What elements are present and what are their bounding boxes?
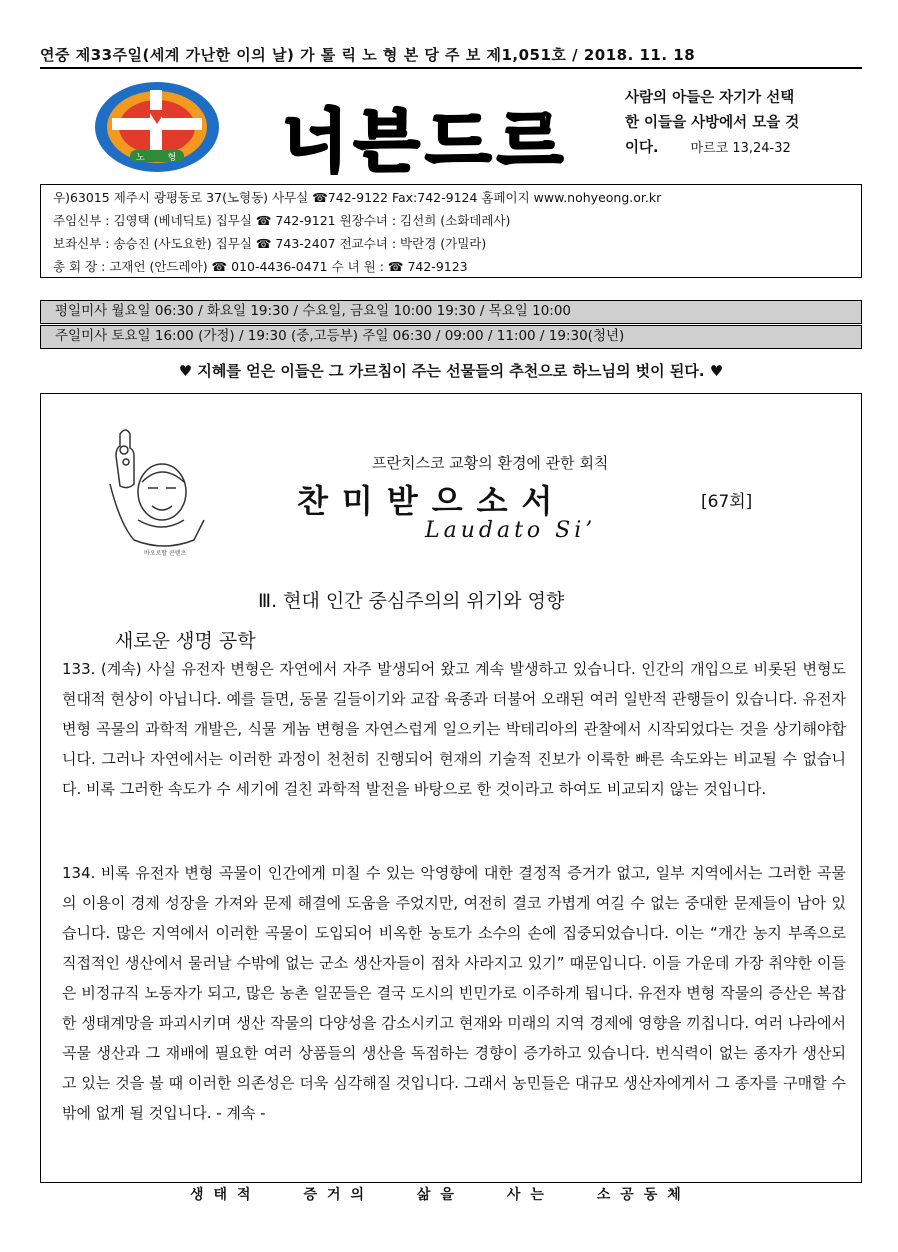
logo-text: 노 형: [136, 153, 187, 163]
article-part: [67회]: [701, 492, 753, 512]
footer-slogan: 생태적 증거의 삶을 사는 소공동체: [190, 1187, 691, 1203]
header-rule: [40, 67, 862, 69]
masthead-title: 너븐드르: [282, 103, 569, 182]
article-subtitle: 프란치스코 교황의 환경에 관한 회칙: [372, 454, 609, 472]
info-row-pastor: 주임신부 : 김영택 (베네딕토) 집무실 ☎ 742-9121 원장수녀 : 김선희 (소화데레사): [53, 213, 511, 228]
motto-line: ♥ 지혜를 얻은 이들은 그 가르침이 주는 선물들의 추천으로 하느님의 벗이 된다. ♥: [178, 362, 724, 380]
parish-logo: [92, 80, 222, 174]
info-row-address: 우)63015 제주시 광평동로 37(노형동) 사무실 ☎742-9122 Fax:742-9124 홈페이지 www.nohyeong.or.kr: [53, 190, 662, 205]
quote-line-3: 이다. 마르코 13,24-32: [625, 140, 791, 156]
quote-reference: 마르코 13,24-32: [690, 141, 791, 156]
weekday-mass-times: 평일미사 월요일 06:30 / 화요일 19:30 / 수요일, 금요일 10:00 19:30 / 목요일 10:00: [40, 300, 862, 324]
paragraph-134: 134. 비록 유전자 변형 곡물이 인간에게 미칠 수 있는 악영향에 대한 결정적 증거가 없고, 일부 지역에서는 그러한 곡물의 이용이 경제 성장을 가져와 문제 해결에 도움을 주었지만, 여전히 결코 가볍게 여길 수 없는 중대한 문제들이 남아 있습니다. 많은 지역에서 이러한 곡물이 도입되어 비옥한 농토가 소수의 손에 집중되었습니다. 이는 “개간 농지 부족으로 직접적인 생산에서 물러날 수밖에 없는 군소 생산자들이 점차 사라지고 있기” 때문입니다. 이들 가운데 가장 취약한 이들은 비정규직 노동자가 되고, 많은 농촌 일꾼들은 결국 도시의 빈민가로 이주하게 됩니다. 유전자 변형 작물의 증산은 복잡한 생태계망을 파괴시키며 생산 작물의 다양성을 감소시키고 현재와 미래의 지역 경제에 영향을 끼칩니다. 여러 나라에서 곡물 생산과 그 재배에 필요한 여러 상품들의 생산을 독점하는 경향이 증가하고 있습니다. 번식력이 없는 종자가 생산되고 있는 것을 볼 때 이러한 의존성은 더욱 심각해질 것입니다. 그래서 농민들은 대규모 생산자에게서 그 종자를 구매할 수밖에 없게 될 것입니다. - 계속 -: [62, 864, 846, 1122]
latin-title: Laudato Si’: [425, 518, 597, 543]
image-caption: 바오로딸 콘텐츠: [144, 550, 187, 557]
quote-line-1: 사람의 아들은 자기가 선택: [625, 90, 795, 106]
issue-line: 연중 제33주일(세계 가난한 이의 날) 가 톨 릭 노 형 본 당 주 보 제1,051호 / 2018. 11. 18: [40, 46, 696, 64]
article-title: 찬미받으소서: [297, 482, 567, 520]
parish-info-box: [40, 184, 862, 278]
sunday-mass-times: 주일미사 토요일 16:00 (가정) / 19:30 (중,고등부) 주일 06:30 / 09:00 / 11:00 / 19:30(청년): [40, 325, 862, 349]
pope-illustration: [90, 424, 210, 559]
quote-line-2: 한 이들을 사방에서 모을 것: [625, 115, 800, 131]
info-row-president: 총 회 장 : 고재언 (안드레아) ☎ 010-4436-0471 수 녀 원 : ☎ 742-9123: [53, 259, 468, 274]
gospel-quote: [625, 86, 870, 161]
subsection-heading: 새로운 생명 공학: [115, 630, 256, 652]
info-row-assistant: 보좌신부 : 송승진 (사도요한) 집무실 ☎ 743-2407 전교수녀 : 박란경 (가밀라): [53, 236, 487, 251]
section-heading: Ⅲ. 현대 인간 중심주의의 위기와 영향: [258, 590, 565, 612]
paragraph-133: 133. (계속) 사실 유전자 변형은 자연에서 자주 발생되어 왔고 계속 발생하고 있습니다. 인간의 개입으로 비롯된 변형도 현대적 현상이 아닙니다. 예를 들면, 동물 길들이기와 교잡 육종과 더불어 오래된 여러 일반적 관행들이 있습니다. 유전자 변형 곡물의 과학적 개발은, 식물 게놈 변형을 자연스럽게 일으키는 박테리아의 관찰에서 시작되었다는 것을 상기해야합니다. 그러나 자연에서는 이러한 과정이 천천히 진행되어 현재의 기술적 진보가 이룩한 빠른 속도와는 비교될 수 없습니다. 비록 그러한 속도가 수 세기에 걸친 과학적 발전을 바탕으로 한 것이라고 하여도 비교되지 않는 것입니다.: [62, 660, 846, 798]
